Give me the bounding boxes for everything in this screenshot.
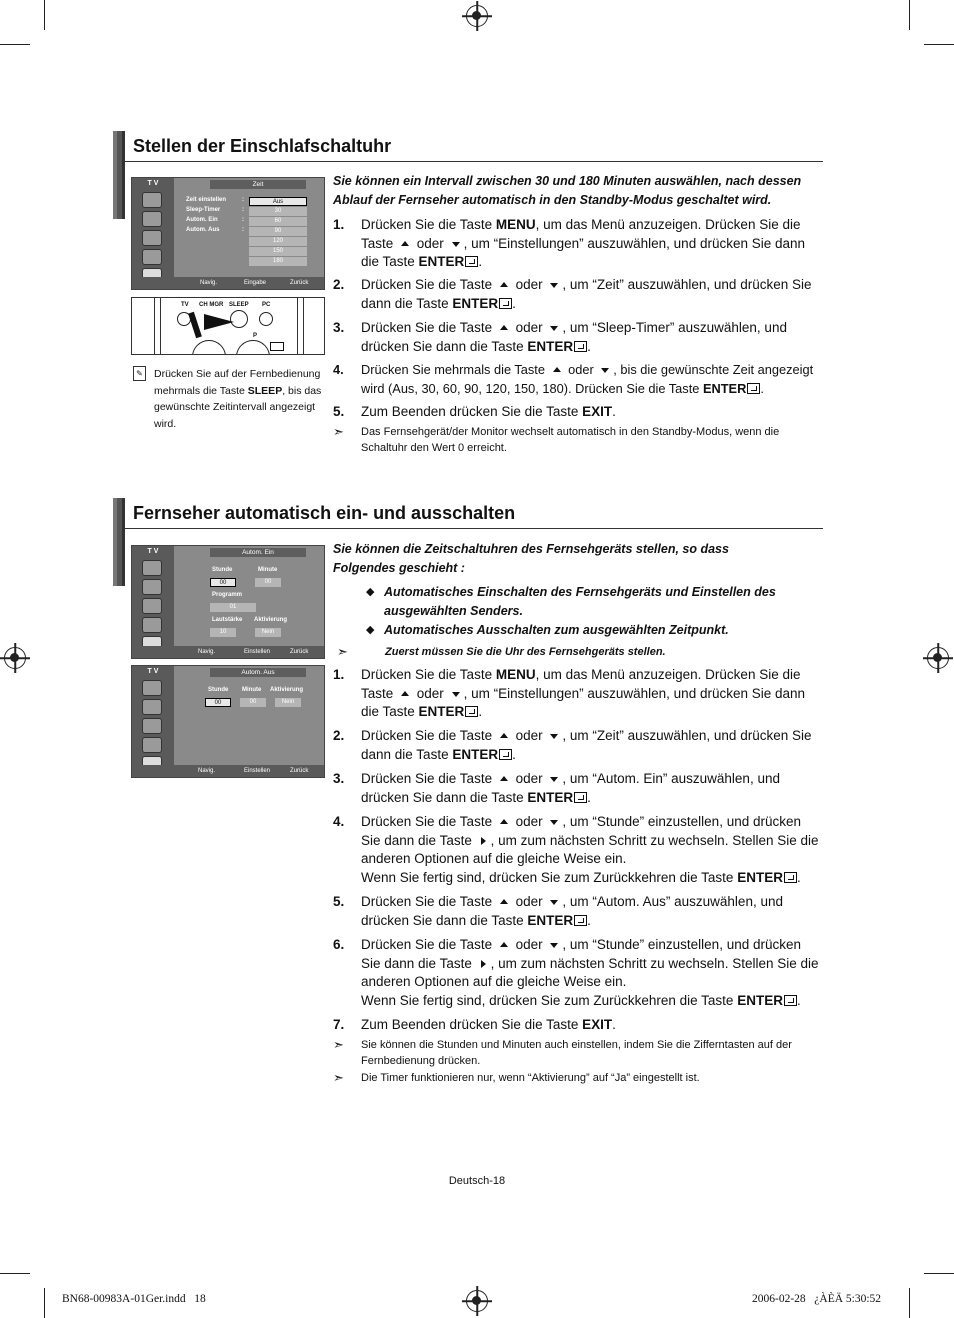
- menu-sidebar: [132, 178, 174, 277]
- up-arrow-icon: [500, 819, 508, 824]
- text-run: , um “Sleep-Timer” auszuwählen, und drücken Sie dann die Taste: [361, 320, 787, 354]
- enter-icon: [574, 792, 587, 803]
- tip-arrow-icon: ➣: [333, 1037, 344, 1052]
- text-run: Wenn Sie fertig sind, drücken Sie zum Zurückkehren die Taste: [361, 869, 738, 885]
- value-minute: 00: [255, 578, 281, 587]
- sleep-option: 60: [249, 217, 307, 226]
- text-run: , um “Autom. Ein” auszuwählen, und drücken Sie dann die Taste: [361, 771, 780, 805]
- menu-footer: Navig. Einstellen Zurück: [132, 765, 324, 777]
- text-run: oder: [511, 320, 547, 335]
- label-minute: Minute: [242, 687, 262, 693]
- text-run: Drücken Sie auf der Fernbedienung mehrmals die Taste: [154, 368, 321, 397]
- date-slug: 2006-02-28 ¿ÀÈÄ 5:30:52: [752, 1293, 882, 1305]
- enter-icon: [747, 383, 760, 394]
- text-run: oder: [564, 362, 598, 377]
- text-run: ENTER: [418, 704, 465, 719]
- diamond-icon: ◆: [366, 624, 375, 636]
- sound-icon: [142, 211, 162, 227]
- down-arrow-icon: [550, 734, 558, 739]
- text-run: ENTER: [527, 912, 574, 928]
- text-run: .: [612, 1017, 616, 1032]
- value-stunde: 00: [210, 578, 236, 587]
- pointer-stick: [188, 312, 202, 339]
- up-arrow-icon: [500, 776, 508, 781]
- text-run: ENTER: [418, 254, 465, 269]
- section-bar: [113, 498, 125, 586]
- down-arrow-icon: [601, 368, 609, 373]
- sound-icon: [142, 699, 162, 715]
- text-run: ENTER: [737, 992, 783, 1008]
- text-run: EXIT: [582, 1017, 613, 1032]
- label-aktivierung: Aktivierung: [270, 687, 304, 693]
- text-run: Wenn Sie fertig sind, drücken Sie zum Zurückkehren die Taste: [361, 992, 738, 1008]
- tv-menu-zeit: T V Zeit Zeit einstellen Sleep-Timer Autom. Ein Autom. Aus : : : : Aus 30 60 90 120 150 180 Navig. Eingabe Zurück: [131, 177, 325, 290]
- text-run: .: [512, 746, 516, 762]
- text-run: oder: [413, 685, 448, 701]
- text-run: .: [587, 789, 591, 805]
- text-run: MENU: [495, 667, 536, 682]
- input-icon: [142, 249, 162, 265]
- menu-footer: [132, 277, 324, 289]
- text-run: , um das Menü anzuzeigen. Drücken Sie die Taste: [361, 217, 801, 251]
- crop-mark: [0, 1273, 30, 1274]
- up-arrow-icon: [500, 325, 508, 330]
- menu-tv-label: T V: [147, 180, 159, 187]
- text-run: .: [478, 254, 483, 269]
- text-run: SLEEP: [247, 384, 283, 397]
- sleep-option: 120: [249, 237, 307, 246]
- down-arrow-icon: [550, 943, 558, 948]
- enter-icon: [574, 915, 587, 926]
- enter-icon: [499, 298, 512, 309]
- text-run: ENTER: [737, 869, 783, 885]
- text-run: ENTER: [452, 295, 499, 311]
- footer-zurueck: Zurück: [290, 280, 309, 286]
- sound-icon: [142, 579, 162, 595]
- text-run: .: [796, 869, 801, 885]
- down-arrow-icon: [452, 692, 460, 697]
- text-run: oder: [511, 814, 547, 829]
- right-arrow-icon: [481, 960, 486, 968]
- text-run: Zum Beenden drücken Sie die Taste: [361, 1017, 583, 1032]
- text-run: , bis das gewünschte Zeitintervall angezeigt wird.: [154, 384, 322, 430]
- up-arrow-icon: [401, 241, 409, 246]
- crop-mark: [44, 0, 45, 30]
- crop-mark: [44, 1288, 45, 1318]
- text-run: Drücken Sie die Taste: [361, 277, 496, 292]
- text-run: , um “Stunde” einzustellen, und drücken Sie dann die Taste: [361, 937, 801, 971]
- remote-label-pc: PC: [262, 302, 271, 308]
- value-programm: 01: [210, 603, 256, 612]
- down-arrow-icon: [550, 900, 558, 905]
- up-arrow-icon: [401, 691, 409, 696]
- crop-mark: [924, 1273, 954, 1274]
- remote-button-ch: [236, 340, 270, 355]
- registration-mark-icon: [466, 5, 488, 27]
- picture-icon: [142, 680, 162, 696]
- text-run: .: [587, 338, 591, 354]
- picture-icon: [142, 560, 162, 576]
- channel-icon: [142, 598, 162, 614]
- down-arrow-icon: [550, 820, 558, 825]
- text-run: .: [478, 704, 483, 719]
- label-stunde: Stunde: [212, 567, 233, 573]
- menu-item-sleep-timer: Sleep-Timer: [186, 207, 221, 213]
- footer-eingabe: Eingabe: [244, 280, 267, 286]
- remote-label-tv: TV: [181, 302, 189, 308]
- label-aktivierung: Aktivierung: [254, 617, 288, 623]
- sleep-option: 150: [249, 247, 307, 256]
- down-arrow-icon: [550, 326, 558, 331]
- up-arrow-icon: [500, 899, 508, 904]
- sleep-option: 30: [249, 207, 307, 216]
- file-slug: BN68-00983A-01Ger.indd 18: [62, 1293, 206, 1305]
- up-arrow-icon: [553, 367, 561, 372]
- text-run: .: [587, 912, 591, 928]
- text-run: Drücken Sie die Taste: [361, 217, 496, 232]
- registration-mark-icon: [4, 647, 26, 669]
- text-run: Drücken Sie die Taste: [361, 894, 496, 909]
- page-number: Deutsch-18: [448, 1175, 506, 1187]
- down-arrow-icon: [550, 777, 558, 782]
- section-rule: [125, 161, 823, 162]
- enter-icon: [574, 341, 587, 352]
- text-run: oder: [511, 771, 547, 786]
- picture-icon: [142, 192, 162, 208]
- remote-label-ch-mgr: CH MGR: [199, 302, 224, 308]
- down-arrow-icon: [550, 283, 558, 288]
- text-run: oder: [511, 277, 547, 292]
- remote-control-illustration: [131, 297, 325, 355]
- text-run: MENU: [495, 217, 536, 232]
- section2-intro: Sie können die Zeitschaltuhren des Fernsehgeräts stellen, so dass Folgendes geschieht :: [333, 542, 729, 575]
- crop-mark: [909, 1288, 910, 1318]
- note-icon: ✎: [133, 366, 146, 381]
- enter-icon: [465, 256, 478, 267]
- input-icon: [142, 617, 162, 633]
- menu-title: Autom. Ein: [210, 548, 306, 557]
- text-run: , bis die gewünschte Zeit angezeigt wird (Aus, 30, 60, 90, 120, 150, 180). Drücken Sie die Taste: [361, 362, 814, 396]
- input-icon: [142, 737, 162, 753]
- sleep-note: [154, 366, 326, 432]
- section-title-auto-on-off: Fernseher automatisch ein- und ausschalten: [133, 503, 516, 523]
- text-run: .: [796, 992, 801, 1008]
- up-arrow-icon: [500, 282, 508, 287]
- menu-sidebar: T V: [132, 666, 174, 765]
- diamond-icon: ◆: [366, 586, 375, 598]
- section-bar: [113, 131, 125, 219]
- text-run: ENTER: [527, 789, 574, 805]
- menu-title: Autom. Aus: [210, 668, 306, 677]
- text-run: Zum Beenden drücken Sie die Taste: [361, 404, 583, 419]
- text-run: .: [512, 295, 516, 311]
- crop-mark: [0, 44, 30, 45]
- crop-mark: [924, 44, 954, 45]
- remote-label-sleep: SLEEP: [229, 302, 249, 308]
- text-run: oder: [511, 728, 547, 743]
- text-run: , um “Zeit” auszuwählen, und drücken Sie dann die Taste: [361, 728, 812, 762]
- channel-icon: [142, 230, 162, 246]
- menu-title: Zeit: [210, 180, 306, 189]
- value-minute: 00: [240, 698, 266, 707]
- value-stunde: 00: [205, 698, 231, 707]
- down-arrow-icon: [452, 242, 460, 247]
- enter-icon: [499, 749, 512, 760]
- text-run: Drücken Sie die Taste: [361, 728, 496, 743]
- label-minute: Minute: [258, 567, 278, 573]
- text-run: .: [760, 380, 764, 396]
- channel-icon: [142, 718, 162, 734]
- menu-sidebar: T V: [132, 546, 174, 646]
- remote-prech-icon: [270, 342, 284, 351]
- text-run: , um “Einstellungen” auszuwählen, und drücken Sie dann die Taste: [361, 235, 806, 269]
- text-run: , um zum nächsten Schritt zu wechseln. Stellen Sie die anderen Optionen auf die gleiche Weise ein.: [361, 955, 819, 989]
- section-rule: [125, 528, 823, 529]
- text-run: EXIT: [582, 404, 613, 419]
- footer-navig: Navig.: [200, 280, 218, 286]
- pointing-hand-icon: [204, 314, 234, 330]
- menu-item-autom-aus: Autom. Aus: [186, 227, 220, 233]
- up-arrow-icon: [500, 733, 508, 738]
- tip-arrow-icon: ➣: [333, 424, 344, 439]
- text-run: , um “Stunde” einzustellen, und drücken Sie dann die Taste: [361, 814, 801, 848]
- crop-mark: [909, 0, 910, 30]
- label-stunde: Stunde: [208, 687, 229, 693]
- text-run: Drücken Sie die Taste: [361, 937, 496, 952]
- section-title-sleep-timer: Stellen der Einschlafschaltuhr: [133, 136, 392, 156]
- remote-label-p: P: [253, 333, 258, 339]
- value-aktivierung: Nein: [255, 628, 281, 637]
- text-run: Drücken Sie die Taste: [361, 667, 496, 682]
- registration-mark-icon: [466, 1290, 488, 1312]
- text-run: Drücken Sie die Taste: [361, 814, 496, 829]
- text-run: , um “Autom. Aus” auszuwählen, und drücken Sie dann die Taste: [361, 894, 783, 928]
- menu-footer: Navig. Einstellen Zurück: [132, 646, 324, 658]
- text-run: Drücken Sie die Taste: [361, 771, 496, 786]
- menu-item-zeit-einstellen: Zeit einstellen: [186, 197, 227, 203]
- label-lautstaerke: Lautstärke: [212, 617, 243, 623]
- tv-menu-autom-ein: [131, 545, 325, 659]
- text-run: , um “Einstellungen” auszuwählen, und drücken Sie dann die Taste: [361, 685, 806, 719]
- text-run: ENTER: [452, 746, 499, 762]
- text-run: , um zum nächsten Schritt zu wechseln. Stellen Sie die anderen Optionen auf die gleiche Weise ein.: [361, 832, 819, 866]
- sleep-option: 90: [249, 227, 307, 236]
- up-arrow-icon: [500, 942, 508, 947]
- sleep-option: 180: [249, 257, 307, 266]
- sleep-option-aus: Aus: [249, 197, 307, 206]
- tv-menu-autom-aus: [131, 665, 325, 778]
- tip-arrow-icon: ➣: [337, 644, 348, 659]
- value-aktivierung: Nein: [275, 698, 301, 707]
- tip-arrow-icon: ➣: [333, 1070, 344, 1085]
- text-run: oder: [413, 235, 448, 251]
- text-run: Drücken Sie die Taste: [361, 320, 496, 335]
- remote-button-pc: [259, 312, 273, 326]
- section1-intro: Sie können ein Intervall zwischen 30 und 180 Minuten auswählen, nach dessen Ablauf der Fernseher automatisch in den Standby-Modus geschaltet wird.: [333, 174, 802, 207]
- text-run: ENTER: [527, 338, 574, 354]
- enter-icon: [465, 706, 478, 717]
- text-run: oder: [511, 937, 547, 952]
- registration-mark-icon: [927, 647, 949, 669]
- text-run: oder: [511, 894, 547, 909]
- menu-item-autom-ein: Autom. Ein: [186, 217, 218, 223]
- right-arrow-icon: [481, 837, 486, 845]
- text-run: , um “Zeit” auszuwählen, und drücken Sie dann die Taste: [361, 277, 812, 311]
- enter-icon: [784, 995, 797, 1006]
- text-run: .: [612, 404, 616, 419]
- remote-button-vol: [192, 340, 226, 355]
- text-run: ENTER: [702, 380, 747, 396]
- label-programm: Programm: [212, 592, 243, 598]
- text-run: , um das Menü anzuzeigen. Drücken Sie die Taste: [361, 667, 801, 701]
- enter-icon: [784, 872, 797, 883]
- value-lautstaerke: 10: [210, 628, 236, 637]
- text-run: Drücken Sie mehrmals die Taste: [361, 362, 549, 377]
